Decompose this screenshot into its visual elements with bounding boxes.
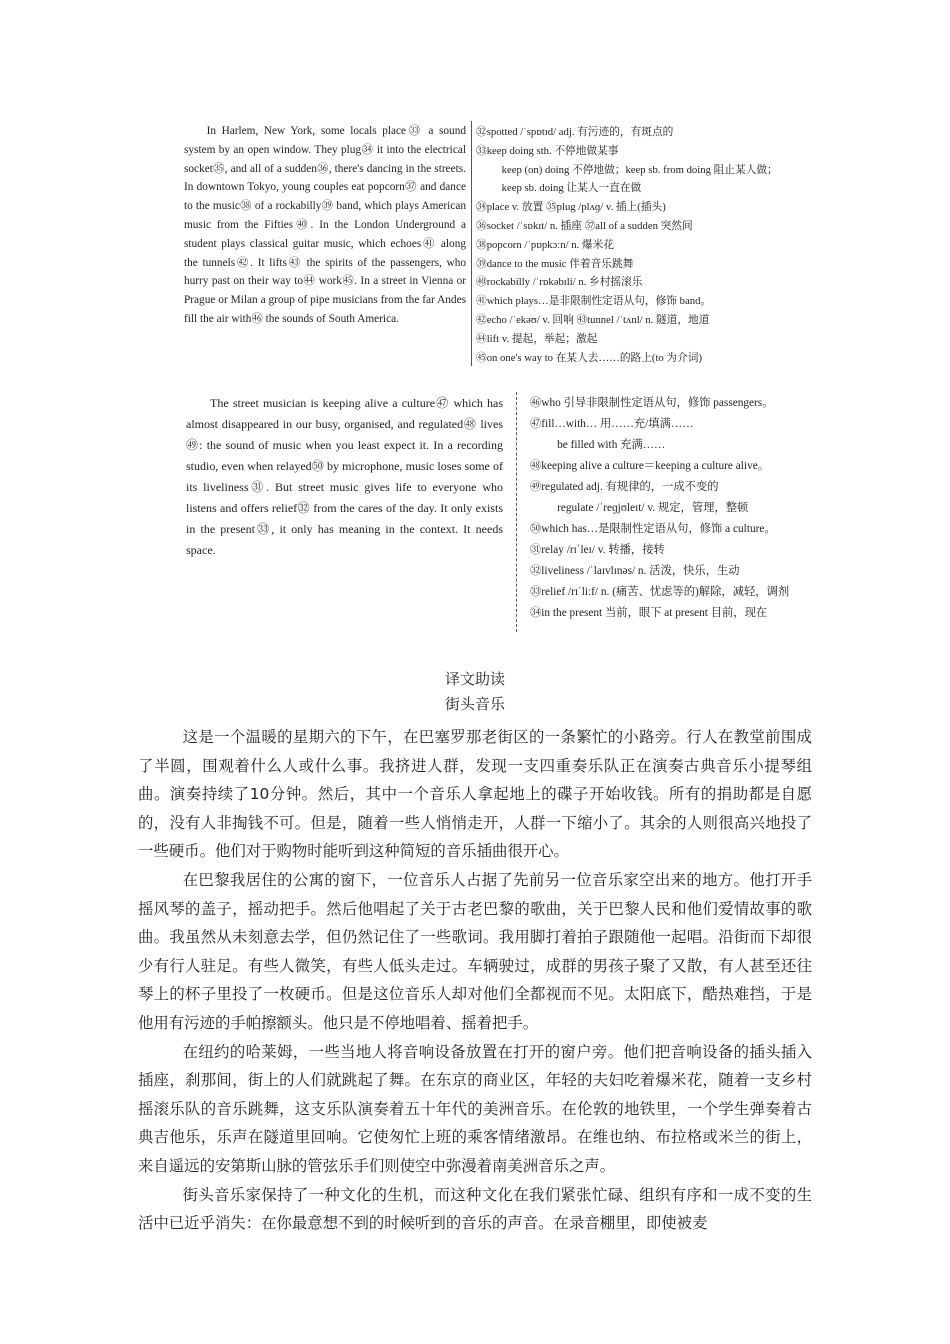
vocabulary-notes-1 (476, 123, 826, 367)
note-line: ㊻who 引导非限制性定语从句，修饰 passengers。 (530, 397, 774, 409)
note-line: ㊿which has…是限制性定语从句，修饰 a culture。 (530, 523, 776, 535)
english-passage-2 (186, 393, 503, 561)
note-line: ㉝relief /rɪˈliːf/ n. (痛苦、忧虑等的)解除，减轻，调剂 (530, 586, 790, 598)
note-line: ㉞place v. 放置 ㉟plug /plʌɡ/ v. 插上(插头) (476, 201, 666, 214)
note-line: ㊶which plays…是非限制性定语从句，修饰 band。 (476, 295, 712, 308)
note-line: ㉞in the present 当前，眼下 at present 目前，现在 (530, 607, 768, 619)
note-line: ㉝keep doing sth. 不停地做某事 (476, 144, 619, 157)
note-line: be filled with 充满…… (557, 439, 666, 451)
note-line: ㊹lift v. 提起，举起；激起 (476, 332, 598, 345)
passage-text: The street musician is keeping alive a culture㊼ which has almost disappeared in our busy, organised, and regulated㊽ lives㊾: the sound of music when you least expect it. In a recording studio, even when relayed㊿ by microphone, music loses some of its liveliness㉛. But street music gives life to everyone who listens and offers relief㉜ from the cares of the day. It only exists in the present㉝, it only has meaning in the context. It needs space. (186, 396, 503, 557)
note-line: ㊵rockabilly /ˈrɒkəbɪli/ n. 乡村摇滚乐 (476, 276, 643, 289)
note-line: keep sb. doing 让某人一直在做 (501, 182, 642, 195)
note-line: ㉜liveliness /ˈlaɪvlɪnəs/ n. 活泼，快乐，生动 (530, 565, 740, 577)
passage-text: In Harlem, New York, some locals place㉝ a sound system by an open window. They plug㉞ it into the electrical socket㉟, and all of a sudden㊱, there's dancing in the streets. In downtown Tokyo, young couples eat popcorn㊲ and dance to the music㊳ of a rockabilly㊴ band, which plays American music from the Fifties㊵. In the London Underground a student plays classical guitar music, which echoes㊶ along the tunnels㊷. It lifts㊸ the spirits of the passengers, who hurry past on their way to㊹ work㊺. In a street in Vienna or Prague or Milan a group of pipe musicians from the far Andes fill the air with㊻ the sounds of South America. (184, 125, 466, 325)
translation-paragraph: 这是一个温暖的星期六的下午，在巴塞罗那老街区的一条繁忙的小路旁。行人在教堂前围成了半圆，围观着什么人或什么事。我挤进人群，发现一支四重奏乐队正在演奏古典音乐小提琴组曲。演奏持续了10分钟。然后，其中一个音乐人拿起地上的碟子开始收钱。所有的捐助都是自愿的，没有人非掏钱不可。但是，随着一些人悄悄走开，人群一下缩小了。其余的人则很高兴地投了一些硬币。他们对于购物时能听到这种简短的音乐插曲很开心。 (138, 728, 812, 861)
note-line: regulate /ˈreɡjʊleɪt/ v. 规定，管理，整顿 (557, 502, 749, 514)
note-line: ㉜spotted /ˈspɒtɪd/ adj. 有污迹的，有斑点的 (476, 126, 674, 138)
translation-paragraph: 街头音乐家保持了一种文化的生机，而这种文化在我们紧张忙碌、组织有序和一成不变的生活中已近乎消失：在你最意想不到的时候听到的音乐的声音。在录音棚里，即使被麦 (138, 1185, 812, 1233)
note-line: ㉛relay /rɪˈleɪ/ v. 转播，接转 (530, 544, 665, 556)
note-line: ㊴dance to the music 伴着音乐跳舞 (476, 257, 634, 270)
note-line: ㊺on one's way to 在某人去……的路上(to 为介词) (476, 351, 703, 364)
note-line: ㊽keeping alive a culture＝keeping a culture alive。 (530, 460, 770, 472)
note-line: keep (on) doing 不停地做；keep sb. from doing 阻止某人做； (501, 163, 778, 176)
note-line: ㊳popcorn /ˈpɒpkɔːn/ n. 爆米花 (476, 238, 614, 251)
note-line: ㊾regulated adj. 有规律的，一成不变的 (530, 481, 719, 493)
translation-paragraph: 在巴黎我居住的公寓的窗下，一位音乐人占据了先前另一位音乐家空出来的地方。他打开手摇风琴的盖子，摇动把手。然后他唱起了关于古老巴黎的歌曲，关于巴黎人民和他们爱情故事的歌曲。我虽然从未刻意去学，但仍然记住了一些歌词。我用脚打着拍子跟随他一起唱。沿街而下却很少有行人驻足。有些人微笑，有些人低头走过。车辆驶过，成群的男孩子聚了又散，有人甚至还往琴上的杯子里投了一枚硬币。但是这位音乐人却对他们全都视而不见。太阳底下，酷热难挡，于是他用有污迹的手帕擦额头。他只是不停地唱着、摇着把手。 (138, 870, 812, 1032)
translation-paragraph: 在纽约的哈莱姆，一些当地人将音响设备放置在打开的窗户旁。他们把音响设备的插头插入插座，刹那间，街上的人们就跳起了舞。在东京的商业区，年轻的夫妇吃着爆米花，随着一支乡村摇滚乐队的音乐跳舞，这支乐队演奏着五十年代的美洲音乐。在伦敦的地铁里，一个学生弹奏着古典吉他乐，乐声在隧道里回响。它使匆忙上班的乘客情绪激昂。在维也纳、布拉格或米兰的街上，来自遥远的安第斯山脉的管弦乐手们则使空中弥漫着南美洲音乐之声。 (138, 1042, 812, 1175)
note-line: ㊼fill…with… 用……充/填满…… (530, 418, 694, 430)
note-line: ㊷echo /ˈekəʊ/ v. 回响 ㊸tunnel /ˈtʌnl/ n. 隧道，地道 (476, 313, 710, 326)
column-divider (471, 121, 472, 366)
column-divider (516, 392, 517, 632)
translation-title: 街头音乐 (444, 695, 505, 713)
note-line: ㊱socket /ˈsɒkɪt/ n. 插座 ㊲all of a sudden 突然间 (476, 219, 693, 232)
vocabulary-notes-2 (530, 393, 850, 624)
translation-body (138, 723, 812, 1238)
english-passage-1 (184, 122, 466, 329)
translation-heading: 译文助读 (444, 670, 505, 688)
